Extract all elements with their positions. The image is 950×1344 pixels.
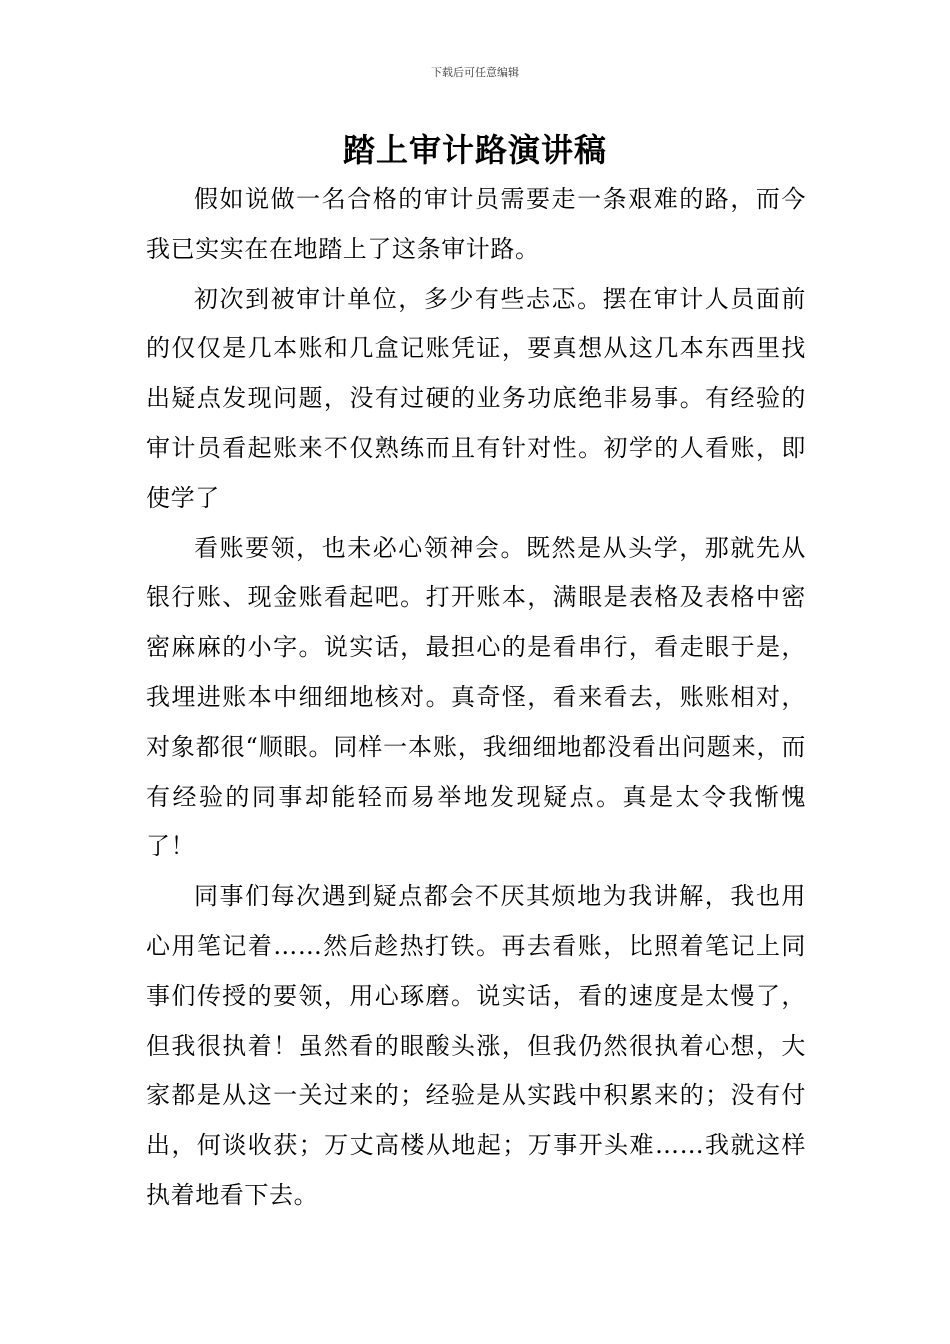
paragraph-4: 同事们每次遇到疑点都会不厌其烦地为我讲解，我也用心用笔记着……然后趁热打铁。再去看账，比照着笔记上同事们传授的要领，用心琢磨。说实话，看的速度是太慢了，但我很执着！虽然看的眼酸头涨，但我仍然很执着心想，大家都是从这一关过来的；经验是从实践中积累来的；没有付出，何谈收获；万丈高楼从地起；万事开头难……我就这样执着地看下去。 (146, 882, 806, 1209)
document-title: 踏上审计路演讲稿 (342, 131, 607, 169)
paragraph-2: 初次到被审计单位，多少有些忐忑。摆在审计人员面前的仅仅是几本账和几盒记账凭证，要真想从这几本东西里找出疑点发现问题，没有过硬的业务功底绝非易事。有经验的审计员看起账来不仅熟练而且有针对性。初学的人看账，即使学了 (146, 284, 806, 512)
paragraph-1: 假如说做一名合格的审计员需要走一条艰难的路，而今我已实实在在地踏上了这条审计路。 (146, 185, 806, 263)
header-note: 下载后可任意编辑 (431, 66, 519, 79)
paragraph-3: 看账要领，也未必心领神会。既然是从头学，那就先从银行账、现金账看起吧。打开账本，满眼是表格及表格中密密麻麻的小字。说实话，最担心的是看串行，看走眼于是，我埋进账本中细细地核对。真奇怪，看来看去，账账相对，对象都很“顺眼。同样一本账，我细细地都没看出问题来，而有经验的同事却能轻而易举地发现疑点。真是太令我惭愧了！ (146, 533, 806, 861)
document-body (146, 175, 806, 1221)
